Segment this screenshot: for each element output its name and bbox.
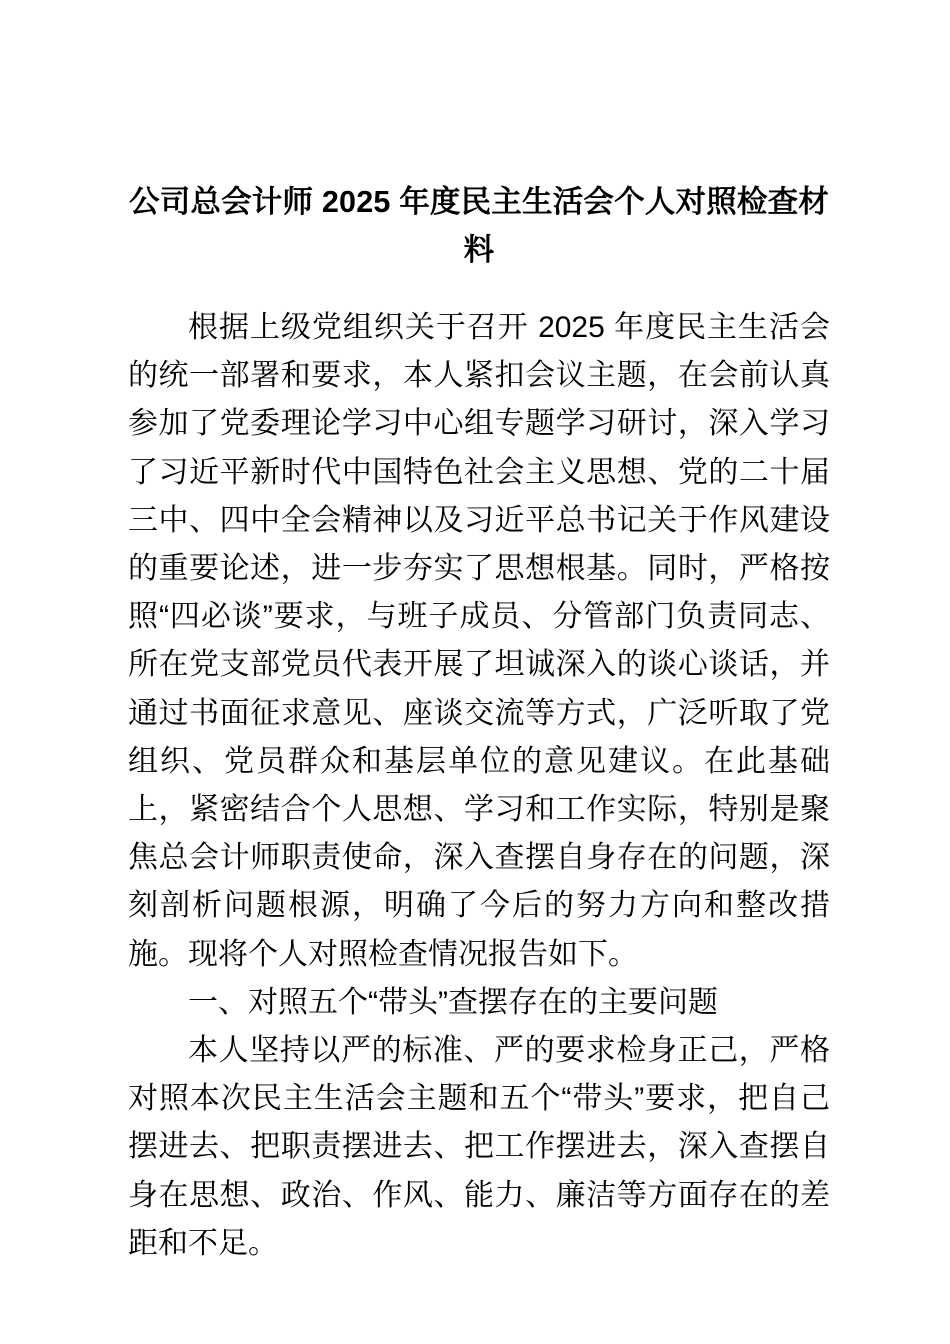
paragraph-intro: 根据上级党组织关于召开 2025 年度民主生活会的统一部署和要求，本人紧扣会议主题，在会前认真参加了党委理论学习中心组专题学习研讨，深入学习了习近平新时代中国特色社会主义思想、党的二十届三中、四中全会精神以及习近平总书记关于作风建设的重要论述，进一步夯实了思想根基。同时，严格按照“四必谈”要求，与班子成员、分管部门负责同志、所在党支部党员代表开展了坦诚深入的谈心谈话，并通过书面征求意见、座谈交流等方式，广泛听取了党组织、党员群众和基层单位的意见建议。在此基础上，紧密结合个人思想、学习和工作实际，特别是聚焦总会计师职责使命，深入查摆自身存在的问题，深刻剖析问题根源，明确了今后的努力方向和整改措施。现将个人对照检查情况报告如下。: [128, 311, 830, 971]
document-content: [128, 0, 830, 1268]
paragraph-section-one-body: 本人坚持以严的标准、严的要求检身正己，严格对照本次民主生活会主题和五个“带头”要求，把自己摆进去、把职责摆进去、把工作摆进去，深入查摆自身在思想、政治、作风、能力、廉洁等方面存在的差距和不足。: [128, 1034, 830, 1260]
section-heading-one: 一、对照五个“带头”查摆存在的主要问题: [188, 985, 718, 1019]
page-title: 公司总会计师 2025 年度民主生活会个人对照检查材料: [129, 185, 829, 267]
